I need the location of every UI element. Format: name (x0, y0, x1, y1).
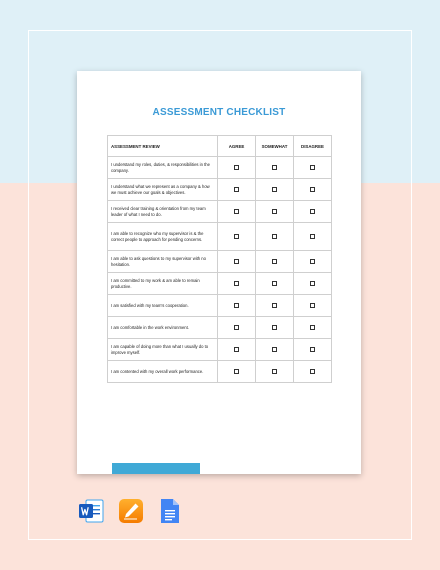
disagree-checkbox[interactable] (310, 209, 315, 214)
somewhat-checkbox[interactable] (272, 325, 277, 330)
agree-checkbox[interactable] (234, 281, 239, 286)
disagree-checkbox[interactable] (310, 187, 315, 192)
disagree-checkbox[interactable] (310, 303, 315, 308)
column-header-disagree: DISAGREE (294, 136, 332, 157)
disagree-checkbox[interactable] (310, 165, 315, 170)
disagree-checkbox[interactable] (310, 259, 315, 264)
somewhat-checkbox[interactable] (272, 165, 277, 170)
agree-checkbox[interactable] (234, 303, 239, 308)
disagree-checkbox[interactable] (310, 281, 315, 286)
pages-icon[interactable] (118, 498, 144, 524)
statement-text: I am able to ask questions to my supervisor with no hesitation. (108, 251, 218, 273)
agree-checkbox[interactable] (234, 259, 239, 264)
statement-text: I understand what we represent as a company & how we must achieve our goals & objectives. (108, 179, 218, 201)
table-row (108, 223, 332, 251)
table-row (108, 339, 332, 361)
table-row (108, 295, 332, 317)
table-row (108, 179, 332, 201)
document-page (77, 71, 361, 474)
column-header-agree: AGREE (218, 136, 256, 157)
table-row (108, 361, 332, 383)
accent-bar (112, 463, 200, 474)
somewhat-checkbox[interactable] (272, 259, 277, 264)
agree-checkbox[interactable] (234, 187, 239, 192)
table-row (108, 317, 332, 339)
agree-checkbox[interactable] (234, 325, 239, 330)
somewhat-checkbox[interactable] (272, 347, 277, 352)
agree-checkbox[interactable] (234, 209, 239, 214)
statement-text: I am able to recognize who my supervisor is & the correct people to approach for pending concerns. (108, 223, 218, 251)
somewhat-checkbox[interactable] (272, 234, 277, 239)
somewhat-checkbox[interactable] (272, 303, 277, 308)
document-title: ASSESSMENT CHECKLIST (152, 107, 286, 118)
column-header-somewhat: SOMEWHAT (256, 136, 294, 157)
agree-checkbox[interactable] (234, 347, 239, 352)
assessment-table (107, 135, 332, 383)
somewhat-checkbox[interactable] (272, 369, 277, 374)
agree-checkbox[interactable] (234, 369, 239, 374)
statement-text: I understand my roles, duties, & responsibilities in the company. (108, 157, 218, 179)
table-header-row (108, 136, 332, 157)
table-row (108, 273, 332, 295)
disagree-checkbox[interactable] (310, 347, 315, 352)
statement-text: I am satisfied with my team's cooperation. (108, 295, 218, 317)
disagree-checkbox[interactable] (310, 369, 315, 374)
statement-text: I received clear training & orientation from my team leader of what I need to do. (108, 201, 218, 223)
column-header-review: ASSESSMENT REVIEW (108, 136, 218, 157)
agree-checkbox[interactable] (234, 165, 239, 170)
disagree-checkbox[interactable] (310, 234, 315, 239)
table-row (108, 201, 332, 223)
table-row (108, 157, 332, 179)
statement-text: I am comfortable in the work environment. (108, 317, 218, 339)
somewhat-checkbox[interactable] (272, 281, 277, 286)
google-docs-icon[interactable] (160, 498, 180, 524)
table-row (108, 251, 332, 273)
statement-text: I am contented with my overall work performance. (108, 361, 218, 383)
word-icon[interactable] (78, 498, 104, 524)
agree-checkbox[interactable] (234, 234, 239, 239)
disagree-checkbox[interactable] (310, 325, 315, 330)
statement-text: I am capable of doing more than what I usually do to improve myself. (108, 339, 218, 361)
somewhat-checkbox[interactable] (272, 209, 277, 214)
somewhat-checkbox[interactable] (272, 187, 277, 192)
statement-text: I am committed to my work & am able to remain productive. (108, 273, 218, 295)
